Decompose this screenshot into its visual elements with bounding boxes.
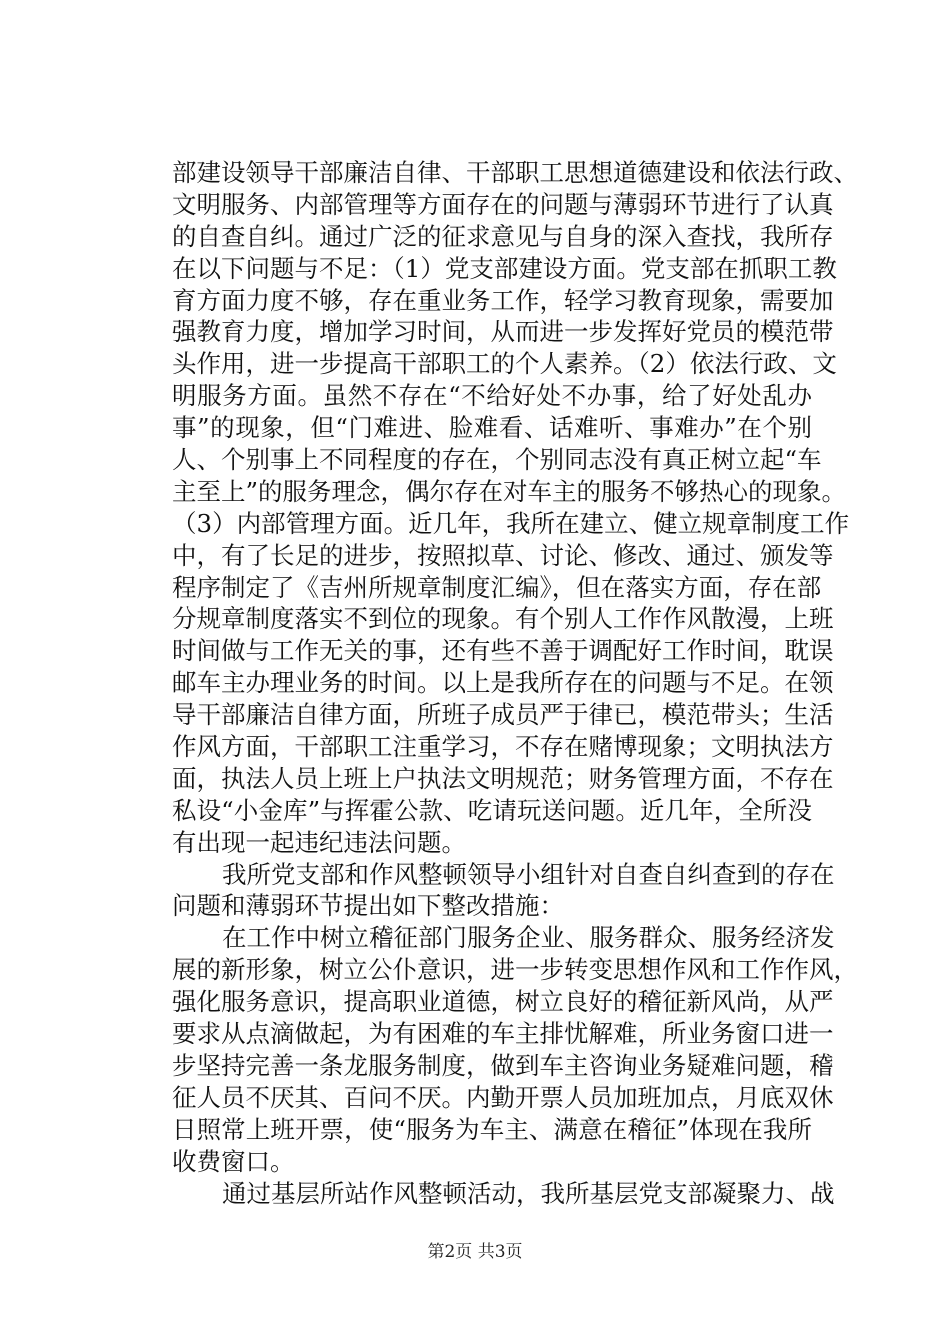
text-line: 收费窗口。	[172, 1146, 295, 1176]
text-line: 通过基层所站作风整顿活动，我所基层党支部凝聚力、战	[222, 1178, 835, 1208]
text-line: 时间做与工作无关的事，还有些不善于调配好工作时间，耽误	[172, 636, 834, 666]
text-line: 私设“小金库”与挥霍公款、吃请玩送问题。近几年，全所没	[172, 795, 812, 825]
text-line: 日照常上班开票，使“服务为车主、满意在稽征”体现在我所	[172, 1114, 812, 1144]
text-line: 育方面力度不够，存在重业务工作，轻学习教育现象，需要加	[172, 285, 834, 315]
text-line: 人、个别事上不同程度的存在，个别同志没有真正树立起“车	[172, 445, 822, 475]
page-footer	[0, 1240, 950, 1264]
text-line: 分规章制度落实不到位的现象。有个别人工作作风散漫，上班	[172, 604, 834, 634]
text-line: 强化服务意识，提高职业道德，树立良好的稽征新风尚，从严	[172, 987, 834, 1017]
page-number-label: 第2页 共3页	[427, 1242, 523, 1262]
text-line: 作风方面，干部职工注重学习，不存在赌博现象；文明执法方	[172, 732, 834, 762]
text-line: 在工作中树立稽征部门服务企业、服务群众、服务经济发	[222, 923, 835, 953]
text-line: 主至上”的服务理念，偶尔存在对车主的服务不够热心的现象。	[172, 476, 847, 506]
text-line: （3）内部管理方面。近几年，我所在建立、健立规章制度工作	[172, 508, 850, 538]
text-line: 强教育力度，增加学习时间，从而进一步发挥好党员的模范带	[172, 317, 834, 347]
text-line: 事”的现象，但“门难进、脸难看、话难听、事难办”在个别	[172, 413, 812, 443]
text-line: 部建设领导干部廉洁自律、干部职工思想道德建设和依法行政、	[172, 158, 858, 187]
text-line: 文明服务、内部管理等方面存在的问题与薄弱环节进行了认真	[172, 189, 834, 219]
document-body	[172, 157, 858, 1209]
text-line: 邮车主办理业务的时间。以上是我所存在的问题与不足。在领	[172, 668, 834, 698]
text-line: 我所党支部和作风整顿领导小组针对自查自纠查到的存在	[222, 859, 835, 889]
text-line: 头作用，进一步提高干部职工的个人素养。（2）依法行政、文	[172, 349, 837, 379]
text-line: 面，执法人员上班上户执法文明规范；财务管理方面，不存在	[172, 763, 834, 793]
text-line: 中，有了长足的进步，按照拟草、讨论、修改、通过、颁发等	[172, 540, 834, 570]
text-line: 有出现一起违纪违法问题。	[172, 827, 466, 857]
text-line: 明服务方面。虽然不存在“不给好处不办事，给了好处乱办	[172, 381, 812, 411]
text-line: 在以下问题与不足：（1）党支部建设方面。党支部在抓职工教	[172, 253, 837, 283]
text-line: 问题和薄弱环节提出如下整改措施：	[172, 891, 564, 921]
text-line: 要求从点滴做起，为有困难的车主排忧解难，所业务窗口进一	[172, 1019, 834, 1049]
text-line: 展的新形象，树立公仆意识，进一步转变思想作风和工作作风，	[172, 955, 858, 985]
text-line: 导干部廉洁自律方面，所班子成员严于律已，模范带头；生活	[172, 700, 834, 730]
text-line: 程序制定了《吉州所规章制度汇编》，但在落实方面，存在部	[172, 572, 822, 602]
text-line: 征人员不厌其、百问不厌。内勤开票人员加班加点，月底双休	[172, 1082, 834, 1112]
text-line: 的自查自纠。通过广泛的征求意见与自身的深入查找，我所存	[172, 221, 834, 251]
text-line: 步坚持完善一条龙服务制度，做到车主咨询业务疑难问题，稽	[172, 1050, 834, 1080]
